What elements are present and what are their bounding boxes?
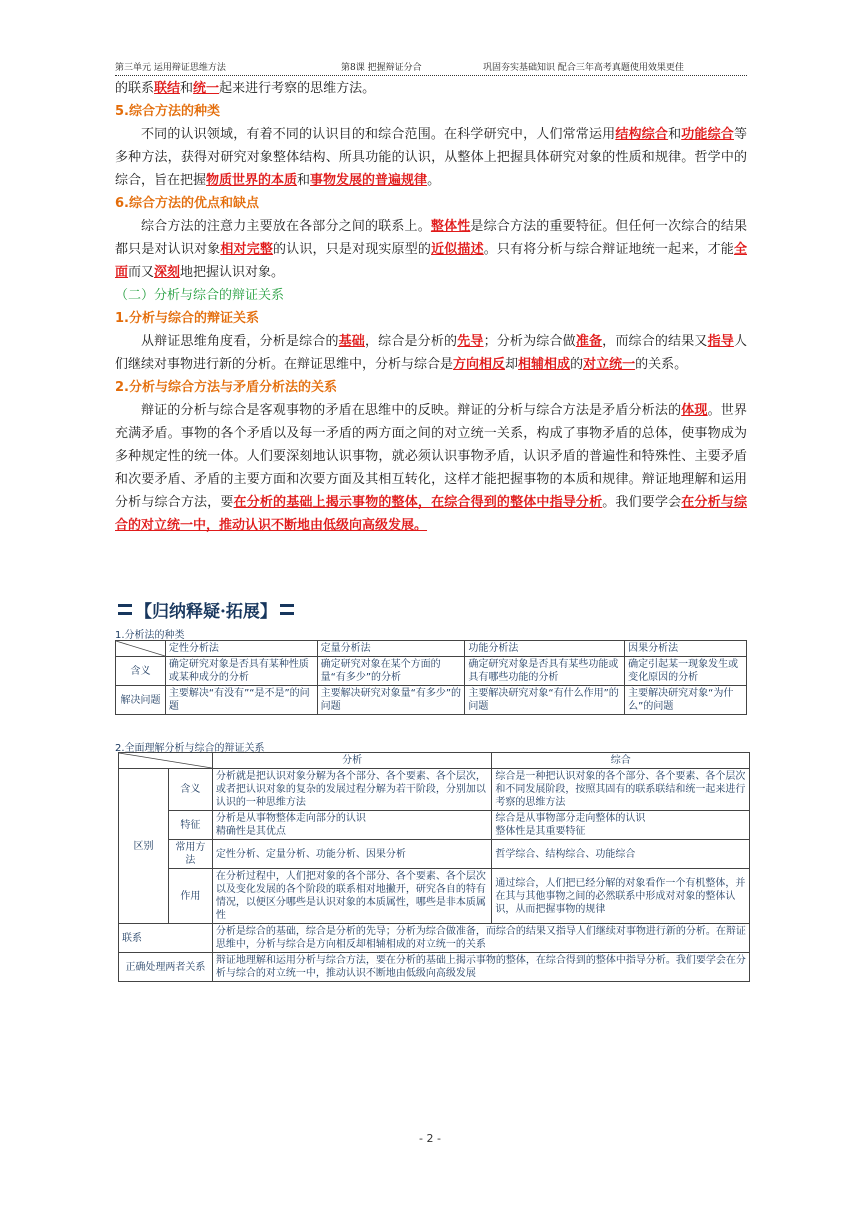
table-row bbox=[116, 657, 747, 686]
section-title-6: 6.综合方法的优点和缺点 bbox=[115, 196, 259, 211]
dialectical-relation-table bbox=[118, 752, 750, 982]
table2-corner-cell bbox=[119, 753, 213, 769]
table-row bbox=[119, 953, 750, 982]
table1-header: 定量分析法 bbox=[317, 641, 465, 657]
table-cell: 确定研究对象在某个方面的量“有多少”的分析 bbox=[317, 657, 465, 686]
table-row bbox=[119, 811, 750, 840]
table2-caption: 2.全面理解分析与综合的辩证关系 bbox=[115, 743, 265, 754]
section-banner bbox=[115, 597, 297, 621]
page-header bbox=[115, 60, 747, 76]
table-cell: 综合是从事物部分走向整体的认识 整体性是其重要特征 bbox=[492, 811, 750, 840]
banner-bars-icon bbox=[280, 604, 294, 615]
row-label: 正确处理两者关系 bbox=[119, 953, 213, 982]
header-lesson: 第8课 把握辩证分合 bbox=[341, 63, 422, 73]
table-cell: 通过综合，人们把已经分解的对象看作一个有机整体，并在其与其他事物之间的必然联系中形成对对象的整体认识，从而把握事物的规律 bbox=[492, 869, 750, 924]
relation-paragraph-2: 辩证的分析与综合是客观事物的矛盾在思维中的反映。辩证的分析与综合方法是矛盾分析法的体现。世界充满矛盾。事物的各个矛盾以及每一矛盾的两方面之间的对立统一关系，构成了事物矛盾的总体，使事物成为多种规定性的统一体。人们要深刻地认识事物，就必须认识事物矛盾，认识矛盾的普遍性和特殊性、主要矛盾和次要矛盾、矛盾的主要方面和次要方面及其相互转化，这样才能把握事物的本质和规律。辩证地理解和运用分析与综合方法，要在分析的基础上揭示事物的整体，在综合得到的整体中指导分析。我们要学会在分析与综合的对立统一中，推动认识不断地由低级向高级发展。 bbox=[115, 403, 747, 533]
relation-paragraph-1: 从辩证思维角度看，分析是综合的基础，综合是分析的先导；分析为综合做准备，而综合的结果又指导人们继续对事物进行新的分析。在辩证思维中，分析与综合是方向相反却相辅相成的对立统一的关系。 bbox=[115, 334, 747, 372]
table-cell: 定性分析、定量分析、功能分析、因果分析 bbox=[212, 840, 492, 869]
row-label: 解决问题 bbox=[116, 686, 166, 715]
header-slogan: 巩固夯实基础知识 配合三年高考真题使用效果更佳 bbox=[483, 63, 684, 73]
row-label: 含义 bbox=[168, 769, 212, 811]
table1-caption: 1.分析法的种类 bbox=[115, 630, 185, 641]
table-cell: 分析是综合的基础，综合是分析的先导；分析为综合做准备，而综合的结果又指导人们继续对事物进行新的分析。在辩证思维中，分析与综合是方向相反却相辅相成的对立统一的关系 bbox=[212, 924, 749, 953]
table-row bbox=[119, 924, 750, 953]
table-cell: 主要解决“有没有”“是不是”的问题 bbox=[165, 686, 317, 715]
paragraph-5: 不同的认识领域，有着不同的认识目的和综合范围。在科学研究中，人们常常运用结构综合和功能综合等多种方法，获得对研究对象整体结构、所具功能的认识，从整体上把握具体研究对象的性质和规律。哲学中的综合，旨在把握物质世界的本质和事物发展的普遍规律。 bbox=[115, 127, 747, 188]
table-cell: 哲学综合、结构综合、功能综合 bbox=[492, 840, 750, 869]
group-label-difference: 区别 bbox=[119, 769, 169, 924]
page-number: - 2 - bbox=[419, 1132, 441, 1145]
row-label: 特征 bbox=[168, 811, 212, 840]
table-cell: 确定研究对象是否具有某种性质或某种成分的分析 bbox=[165, 657, 317, 686]
column-header-synthesis: 综合 bbox=[492, 753, 750, 769]
row-label: 含义 bbox=[116, 657, 166, 686]
row-label: 常用方法 bbox=[168, 840, 212, 869]
table-row bbox=[119, 869, 750, 924]
main-text bbox=[115, 77, 747, 537]
table1-header: 定性分析法 bbox=[165, 641, 317, 657]
table1-corner-cell bbox=[116, 641, 166, 657]
table1-header: 功能分析法 bbox=[465, 641, 625, 657]
column-header-analysis: 分析 bbox=[212, 753, 492, 769]
part-two-title: （二）分析与综合的辩证关系 bbox=[115, 288, 285, 303]
banner-bars-icon bbox=[118, 604, 132, 615]
paragraph-6: 综合方法的注意力主要放在各部分之间的联系上。整体性是综合方法的重要特征。但任何一次综合的结果都只是对认识对象相对完整的认识，只是对现实原型的近似描述。只有将分析与综合辩证地统一起来，才能全面而又深刻地把握认识对象。 bbox=[115, 219, 747, 280]
intro-line: 的联系联结和统一起来进行考察的思维方法。 bbox=[115, 81, 376, 96]
table-cell: 综合是一种把认识对象的各个部分、各个要素、各个层次和不同发展阶段，按照其固有的联系联结和统一起来进行考察的思维方法 bbox=[492, 769, 750, 811]
row-label: 联系 bbox=[119, 924, 213, 953]
table-cell: 主要解决研究对象“有什么作用”的问题 bbox=[465, 686, 625, 715]
row-label: 作用 bbox=[168, 869, 212, 924]
table1-header: 因果分析法 bbox=[625, 641, 747, 657]
relation-title-2: 2.分析与综合方法与矛盾分析法的关系 bbox=[115, 380, 337, 395]
header-unit: 第三单元 运用辩证思维方法 bbox=[115, 63, 226, 73]
banner-title: 【归纳释疑·拓展】 bbox=[135, 601, 277, 622]
header-divider bbox=[115, 75, 747, 76]
table-row bbox=[119, 769, 750, 811]
relation-title-1: 1.分析与综合的辩证关系 bbox=[115, 311, 259, 326]
table-cell: 辩证地理解和运用分析与综合方法，要在分析的基础上揭示事物的整体，在综合得到的整体中指导分析。我们要学会在分析与综合的对立统一中，推动认识不断地由低级向高级发展 bbox=[212, 953, 749, 982]
table-row bbox=[119, 840, 750, 869]
section-title-5: 5.综合方法的种类 bbox=[115, 104, 220, 119]
table-cell: 在分析过程中，人们把对象的各个部分、各个要素、各个层次以及变化发展的各个阶段的联系相对地撇开，研究各自的特有情况，以便区分哪些是认识对象的本质属性，哪些是非本质属性 bbox=[212, 869, 492, 924]
table-cell: 确定引起某一现象发生或变化原因的分析 bbox=[625, 657, 747, 686]
table-row bbox=[116, 686, 747, 715]
table-cell: 主要解决研究对象“为什么”的问题 bbox=[625, 686, 747, 715]
table-cell: 分析就是把认识对象分解为各个部分、各个要素、各个层次，或者把认识对象的复杂的发展过程分解为若干阶段，分别加以认识的一种思维方法 bbox=[212, 769, 492, 811]
table-cell: 确定研究对象是否具有某些功能或具有哪些功能的分析 bbox=[465, 657, 625, 686]
analysis-methods-table bbox=[115, 640, 747, 715]
table-cell: 分析是从事物整体走向部分的认识 精确性是其优点 bbox=[212, 811, 492, 840]
table-cell: 主要解决研究对象量“有多少”的问题 bbox=[317, 686, 465, 715]
